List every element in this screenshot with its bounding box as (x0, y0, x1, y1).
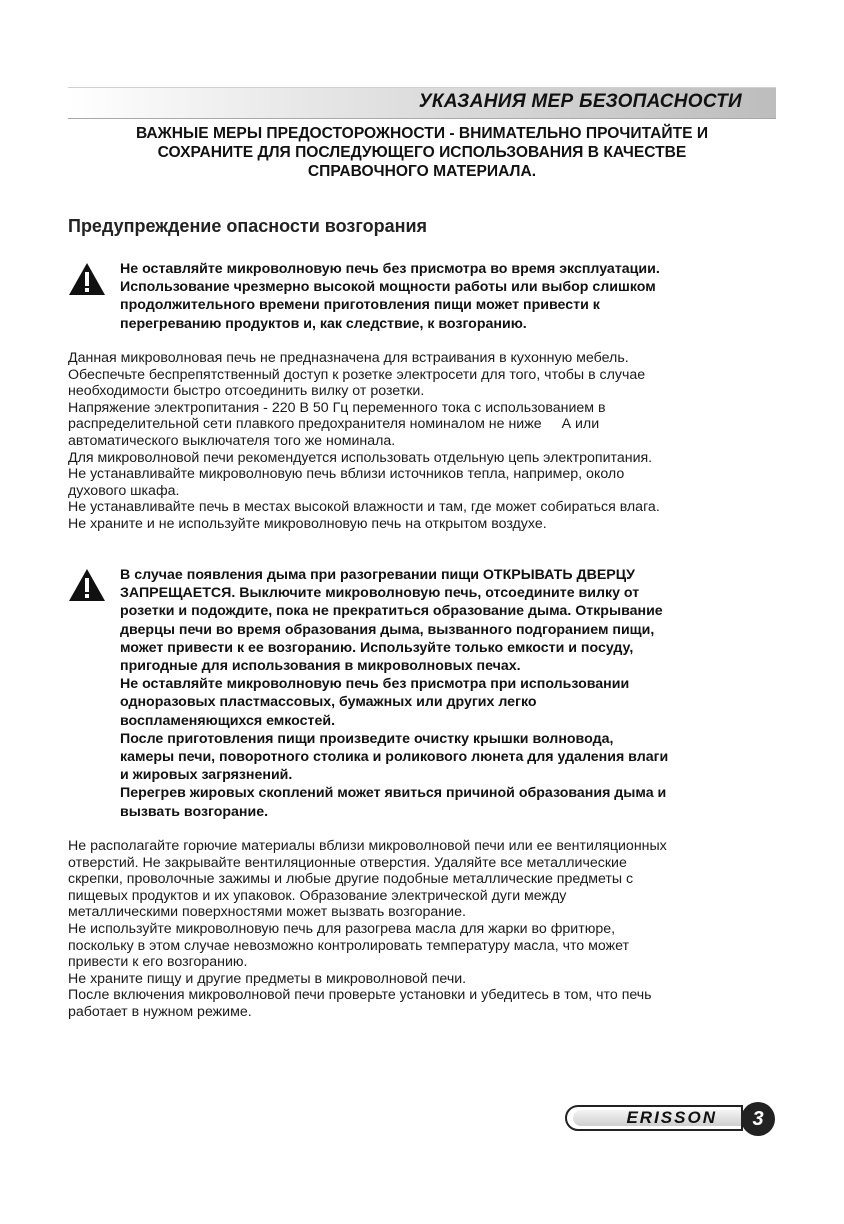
warning-line: Не оставляйте микроволновую печь без присмотра при использовании (120, 676, 630, 693)
warning-line: может привести к ее возгоранию. Используйте только емкости и посуду, (120, 639, 634, 656)
warning-line: ЗАПРЕЩАЕТСЯ. Выключите микроволновую печь, отсоедините вилку от (120, 585, 640, 602)
warning-block-2 (68, 566, 758, 822)
page-number: 3 (741, 1102, 775, 1136)
warning-line: пригодные для использования в микроволновых печах. (120, 658, 521, 675)
text-line: скрепки, проволочные зажимы и любые другие подобные металлические предметы с (68, 871, 634, 888)
warning-triangle-icon (68, 568, 106, 602)
warning-text (120, 566, 760, 821)
text-line: Не используйте микроволновую печь для разогрева масла для жарки во фритюре, (68, 920, 616, 937)
text-line: поскольку в этом случае невозможно контролировать температуру масла, что может (68, 937, 630, 954)
warning-triangle-icon (68, 262, 106, 296)
text-line (68, 416, 768, 433)
text-line: Не устанавливайте печь в местах высокой влажности и там, где может собираться влага. (68, 499, 660, 516)
warning-line: дверцы печи во время образования дыма, вызванного подгоранием пищи, (120, 621, 655, 638)
warning-line: После приготовления пищи произведите очистку крышки волновода, (120, 730, 614, 747)
important-precautions-heading (68, 124, 776, 181)
warning-line: продолжительного времени приготовления пищи может привести к (120, 297, 600, 314)
text-line: автоматического выключателя того же номинала. (68, 432, 396, 449)
heading-line: СОХРАНИТЕ ДЛЯ ПОСЛЕДУЮЩЕГО ИСПОЛЬЗОВАНИЯ В КАЧЕСТВЕ (157, 144, 687, 161)
text-line: Напряжение электропитания - 220 В 50 Гц переменного тока с использованием в (68, 399, 606, 416)
text-line: пищевых продуктов и их упаковок. Образование электрической дуги между (68, 887, 567, 904)
text-line: привести к его возгоранию. (68, 954, 248, 971)
text-line-part: А или (561, 416, 600, 433)
page-title: УКАЗАНИЯ МЕР БЕЗОПАСНОСТИ (418, 91, 742, 112)
warning-block-1 (68, 260, 758, 336)
warning-line: воспламеняющихся емкостей. (120, 712, 336, 729)
text-line: необходимости быстро отсоединить вилку от розетки. (68, 383, 425, 400)
text-line: Данная микроволновая печь не предназначена для встраивания в кухонную мебель. (68, 350, 629, 366)
text-line: Не храните и не используйте микроволновую печь на открытом воздухе. (68, 515, 547, 532)
text-line: работает в нужном режиме. (68, 1003, 252, 1020)
warning-line: и жировых загрязнений. (120, 767, 293, 784)
warning-line: одноразовых пластмассовых, бумажных или других легко (120, 694, 537, 711)
text-line: металлическими поверхностями может вызвать возгорание. (68, 904, 466, 921)
text-line: После включения микроволновой печи проверьте установки и убедитесь в том, что печь (68, 987, 652, 1004)
text-line: отверстий. Не закрывайте вентиляционные отверстия. Удаляйте все металлические (68, 854, 627, 871)
text-line-part: распределительной сети плавкого предохранителя номиналом не ниже (68, 416, 542, 433)
section-title: Предупреждение опасности возгорания (68, 216, 428, 236)
warning-line: В случае появления дыма при разогревании пищи ОТКРЫВАТЬ ДВЕРЦУ (120, 567, 635, 583)
warning-line: камеры печи, поворотного столика и роликового люнета для удаления влаги (120, 749, 669, 766)
warning-line: вызвать возгорание. (120, 803, 269, 820)
text-line: Не храните пищу и другие предметы в микроволновой печи. (68, 970, 467, 987)
paragraph-flammables (68, 838, 768, 1021)
paragraph-installation (68, 350, 768, 533)
warning-line: Использование чрезмерно высокой мощности работы или выбор слишком (120, 279, 656, 296)
warning-line: Не оставляйте микроволновую печь без присмотра во время эксплуатации. (120, 261, 660, 277)
text-line: Не располагайте горючие материалы вблизи микроволновой печи или ее вентиляционных (68, 838, 667, 854)
header-bar (68, 87, 776, 119)
text-line: Не устанавливайте микроволновую печь вблизи источников тепла, например, около (68, 466, 625, 483)
warning-line: розетки и подождите, пока не прекратиться образование дыма. Открывание (120, 603, 663, 620)
text-line: Для микроволновой печи рекомендуется использовать отдельную цепь электропитания. (68, 449, 653, 466)
warning-line: перегреванию продуктов и, как следствие, к возгоранию. (120, 315, 527, 332)
text-line: Обеспечьте беспрепятственный доступ к розетке электросети для того, чтобы в случае (68, 366, 646, 383)
brand-name: ERISSON (626, 1108, 717, 1127)
heading-line: СПРАВОЧНОГО МАТЕРИАЛА. (307, 163, 537, 180)
brand-logo (565, 1105, 743, 1131)
warning-text (120, 260, 760, 333)
footer (565, 1102, 777, 1136)
text-line: духового шкафа. (68, 482, 180, 499)
warning-line: Перегрев жировых скоплений может явиться причиной образования дыма и (120, 785, 667, 802)
heading-line: ВАЖНЫЕ МЕРЫ ПРЕДОСТОРОЖНОСТИ - ВНИМАТЕЛЬНО ПРОЧИТАЙТЕ И (135, 125, 709, 142)
